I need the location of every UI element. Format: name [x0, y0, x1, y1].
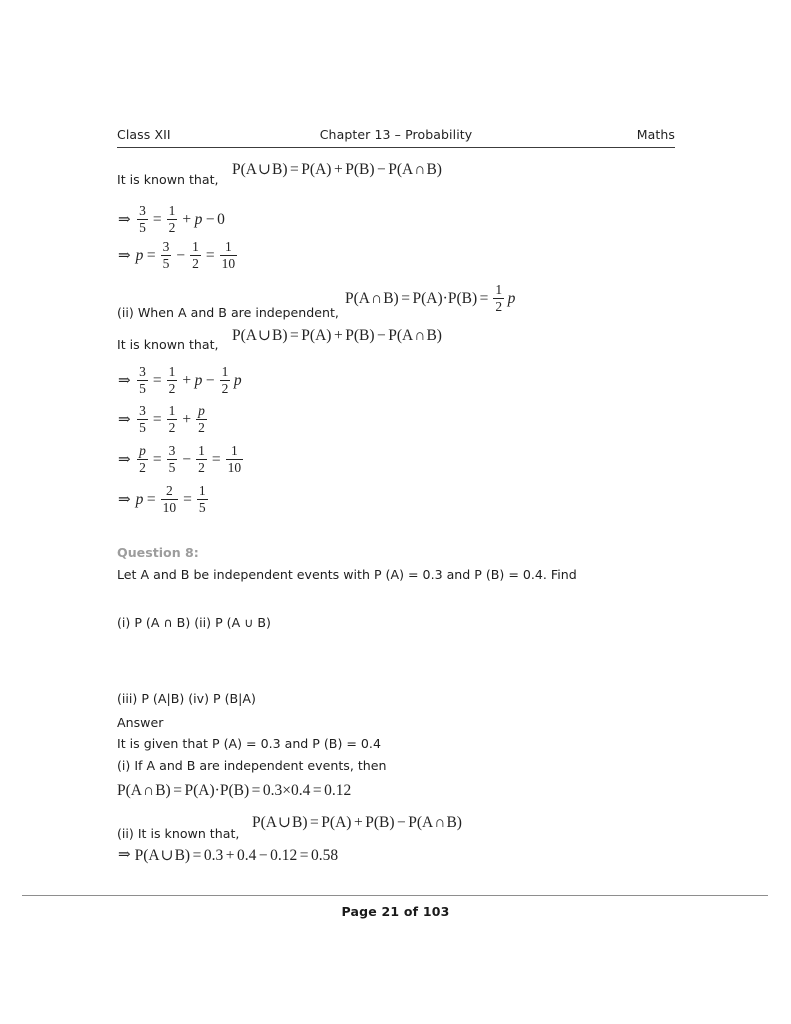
fraction-three-fifths: [137, 204, 148, 236]
footer-divider: [22, 895, 768, 896]
math-token-zero: 0: [217, 211, 225, 229]
math-token-implies: ⇒: [118, 847, 131, 864]
math-token-P: P: [232, 327, 241, 344]
text-it-is-known-that-2: It is known that,: [117, 337, 219, 352]
fraction-numerator: p: [198, 402, 205, 418]
math-token-P: P: [345, 327, 354, 344]
math-token-lparen: (: [193, 782, 199, 799]
math-token-P: P: [408, 814, 417, 831]
math-token-p: p: [135, 491, 144, 509]
fraction-numerator: 1: [230, 442, 238, 458]
math-token-B: B: [155, 782, 166, 799]
math-token-equals: =: [152, 451, 162, 469]
math-token-B: B: [378, 814, 390, 831]
math-token-lparen: (: [329, 814, 336, 831]
equation-step-5: [118, 444, 246, 476]
fraction-denominator: 10: [162, 500, 177, 516]
fraction-numerator: 1: [192, 238, 199, 254]
math-token-B: B: [358, 327, 370, 344]
fraction-one-half: [220, 365, 231, 397]
math-token-implies: ⇒: [118, 491, 131, 508]
math-token-A: A: [265, 814, 277, 831]
question-label: Question 8:: [117, 545, 199, 560]
math-token-A: A: [198, 782, 210, 799]
math-value-0-4: 0.4: [291, 782, 311, 799]
fraction-one-half: [167, 404, 178, 436]
math-token-p: p: [194, 372, 203, 390]
fraction-numerator: 2: [165, 482, 173, 498]
math-value-0-4: 0.4: [236, 847, 257, 864]
fraction-one-half: [493, 283, 504, 315]
math-token-A: A: [402, 327, 414, 344]
math-token-rparen: ): [436, 161, 442, 178]
math-value-0-12: 0.12: [270, 847, 298, 864]
math-token-lparen: (: [353, 327, 359, 344]
equation-step-4: [118, 404, 209, 436]
math-token-equals: =: [310, 814, 319, 831]
fraction-denominator: 10: [227, 460, 242, 476]
math-token-B: B: [461, 290, 472, 308]
math-token-plus: +: [182, 211, 192, 229]
math-token-equals: =: [173, 782, 182, 799]
math-token-intersect: ∩: [434, 814, 446, 831]
math-token-P: P: [252, 814, 261, 831]
math-token-equals: =: [146, 491, 156, 509]
math-token-B: B: [446, 814, 457, 831]
fraction-denominator: 5: [162, 256, 170, 272]
fraction-denominator: 2: [168, 220, 176, 236]
fraction-denominator: 2: [192, 256, 199, 272]
math-token-rparen: ): [456, 814, 462, 831]
equation-union-identity-3: [252, 815, 462, 831]
fraction-denominator: 2: [139, 460, 146, 476]
text-given-values: It is given that P (A) = 0.3 and P (B) = 0.4: [117, 736, 381, 751]
equation-step-3: [118, 365, 243, 397]
math-token-equals: =: [299, 847, 309, 864]
math-token-rparen: ): [184, 847, 191, 864]
math-token-equals: =: [211, 451, 221, 469]
equation-part-i-result: [117, 783, 351, 799]
math-token-rparen: ): [282, 161, 288, 178]
fraction-numerator: 1: [168, 402, 176, 418]
math-token-equals: =: [251, 782, 261, 799]
fraction-one-half: [190, 240, 201, 272]
math-token-equals: =: [152, 372, 162, 390]
math-value-0-3: 0.3: [262, 782, 283, 799]
math-token-p: p: [135, 247, 144, 265]
math-token-equals: =: [479, 290, 489, 308]
math-token-plus: +: [353, 814, 363, 831]
text-part-i-intro: (i) If A and B are independent events, then: [117, 758, 387, 773]
equation-step-1: [118, 204, 225, 236]
math-token-rparen: ): [282, 327, 288, 344]
fraction-numerator: 1: [224, 238, 232, 254]
math-value-0-12: 0.12: [324, 782, 352, 799]
math-token-intersect: ∩: [371, 290, 383, 308]
fraction-denominator: 2: [198, 460, 205, 476]
header-divider: [117, 147, 675, 148]
question-parts-i-ii: (i) P (A ∩ B) (ii) P (A ∪ B): [117, 615, 271, 630]
math-token-minus: −: [377, 327, 386, 344]
math-token-rparen: ): [393, 290, 399, 308]
fraction-numerator: 1: [168, 363, 176, 379]
math-token-lparen: (: [416, 814, 423, 831]
fraction-denominator: 2: [168, 420, 176, 436]
math-token-rparen: ): [326, 327, 332, 344]
fraction-one-tenth: [220, 240, 238, 272]
math-token-A: A: [426, 290, 438, 308]
page-header: [117, 127, 675, 142]
math-token-A: A: [358, 290, 370, 308]
fraction-numerator: 1: [168, 202, 176, 218]
math-token-lparen: (: [396, 161, 403, 178]
equation-part-ii-result: [118, 848, 338, 864]
header-class-label: Class XII: [117, 127, 171, 142]
math-token-P: P: [321, 814, 330, 831]
math-token-intersect: ∩: [143, 782, 155, 799]
math-token-plus: +: [182, 411, 192, 429]
math-token-P: P: [365, 814, 374, 831]
text-when-a-and-b-independent: (ii) When A and B are independent,: [117, 305, 339, 320]
fraction-denominator: 2: [198, 420, 205, 436]
math-token-implies: ⇒: [118, 211, 131, 228]
math-token-A: A: [245, 327, 257, 344]
fraction-one-half: [167, 204, 178, 236]
math-token-union: ∪: [278, 814, 291, 831]
math-token-equals: =: [152, 411, 162, 429]
math-token-B: B: [174, 847, 185, 864]
math-token-p: p: [233, 372, 242, 390]
math-token-equals: =: [205, 247, 215, 265]
fraction-numerator: 1: [198, 442, 205, 458]
math-token-minus: −: [258, 847, 268, 864]
math-token-A: A: [422, 814, 434, 831]
math-token-rparen: ): [302, 814, 308, 831]
math-token-rparen: ): [209, 782, 215, 799]
math-token-P: P: [388, 327, 397, 344]
equation-step-6: [118, 484, 210, 516]
fraction-three-fifths: [137, 404, 148, 436]
math-token-implies: ⇒: [118, 411, 131, 428]
math-token-A: A: [245, 161, 257, 178]
math-value-0-58: 0.58: [310, 847, 339, 864]
math-token-rparen: ): [471, 290, 478, 308]
math-token-P: P: [388, 161, 397, 178]
fraction-numerator: 1: [221, 363, 229, 379]
math-token-B: B: [426, 327, 437, 344]
math-token-lparen: (: [143, 847, 149, 864]
math-token-minus: −: [176, 247, 186, 265]
fraction-three-fifths: [167, 444, 178, 476]
math-token-P: P: [117, 782, 126, 799]
math-token-intersect: ∩: [414, 161, 426, 178]
math-token-B: B: [358, 161, 370, 178]
math-token-A: A: [402, 161, 414, 178]
fraction-one-fifth: [197, 484, 208, 516]
equation-union-identity-1: [232, 162, 442, 178]
math-token-union: ∪: [258, 327, 271, 344]
math-token-lparen: (: [309, 327, 316, 344]
math-token-P: P: [219, 782, 229, 799]
fraction-denominator: 5: [198, 500, 206, 516]
fraction-denominator: 5: [139, 220, 146, 236]
math-token-P: P: [301, 161, 310, 178]
fraction-three-fifths: [161, 240, 172, 272]
math-token-lparen: (: [373, 814, 379, 831]
fraction-numerator: 3: [139, 202, 146, 218]
math-token-rparen: ): [165, 782, 171, 799]
answer-label: Answer: [117, 715, 164, 730]
math-token-P: P: [184, 782, 194, 799]
math-token-B: B: [426, 161, 437, 178]
math-token-equals: =: [146, 247, 156, 265]
math-token-P: P: [232, 161, 241, 178]
fraction-three-fifths: [137, 365, 148, 397]
text-part-ii-intro: (ii) It is known that,: [117, 826, 240, 841]
math-token-rparen: ): [326, 161, 332, 178]
math-token-dot: ·: [214, 782, 220, 799]
math-token-P: P: [345, 161, 354, 178]
math-token-implies: ⇒: [118, 372, 131, 389]
math-token-A: A: [130, 782, 142, 799]
math-value-0-3: 0.3: [203, 847, 224, 864]
math-token-implies: ⇒: [118, 451, 131, 468]
math-token-lparen: (: [353, 161, 359, 178]
math-token-lparen: (: [240, 327, 246, 344]
math-token-plus: +: [333, 327, 343, 344]
math-token-minus: −: [182, 451, 192, 469]
text-it-is-known-that-1: It is known that,: [117, 172, 219, 187]
math-token-equals: =: [401, 290, 410, 308]
fraction-denominator: 2: [168, 381, 176, 397]
math-token-P: P: [134, 847, 144, 864]
equation-step-2: [118, 240, 240, 272]
math-token-rparen: ): [389, 814, 395, 831]
math-token-rparen: ): [436, 327, 442, 344]
math-token-p: p: [194, 211, 203, 229]
fraction-numerator: 3: [139, 402, 146, 418]
math-token-equals: =: [152, 211, 162, 229]
math-token-B: B: [272, 161, 283, 178]
fraction-numerator: 3: [139, 363, 146, 379]
math-token-equals: =: [312, 782, 322, 799]
math-token-times: ×: [282, 782, 291, 799]
math-token-P: P: [447, 290, 457, 308]
math-token-rparen: ): [243, 782, 250, 799]
fraction-numerator: 1: [495, 281, 503, 297]
math-token-p: p: [507, 290, 516, 308]
math-token-equals: =: [290, 327, 299, 344]
equation-union-identity-2: [232, 328, 442, 344]
math-token-equals: =: [183, 491, 192, 509]
math-token-implies: ⇒: [118, 247, 131, 264]
math-token-lparen: (: [421, 290, 427, 308]
question-parts-iii-iv: (iii) P (A|B) (iv) P (B|A): [117, 691, 256, 706]
math-token-P: P: [345, 290, 354, 308]
math-token-rparen: ): [346, 814, 352, 831]
math-token-lparen: (: [309, 161, 316, 178]
math-token-lparen: (: [353, 290, 359, 308]
fraction-numerator: 3: [168, 442, 176, 458]
math-token-plus: +: [333, 161, 343, 178]
math-token-P: P: [412, 290, 422, 308]
fraction-p-over-two: [196, 404, 207, 436]
equation-intersection-half-p: [345, 283, 516, 315]
math-token-A: A: [148, 847, 160, 864]
math-token-B: B: [292, 814, 303, 831]
math-token-minus: −: [205, 211, 215, 229]
math-token-A: A: [315, 327, 327, 344]
question-statement: Let A and B be independent events with P (A) = 0.3 and P (B) = 0.4. Find: [117, 567, 577, 582]
math-token-lparen: (: [125, 782, 131, 799]
header-chapter-title: Chapter 13 – Probability: [319, 127, 473, 142]
math-token-minus: −: [377, 161, 386, 178]
fraction-numerator: 3: [162, 238, 170, 254]
math-token-B: B: [272, 327, 283, 344]
fraction-numerator: p: [139, 442, 146, 458]
math-token-lparen: (: [456, 290, 462, 308]
fraction-denominator: 5: [139, 420, 146, 436]
math-token-lparen: (: [260, 814, 266, 831]
math-token-equals: =: [192, 847, 202, 864]
fraction-one-half: [196, 444, 207, 476]
math-token-minus: −: [397, 814, 406, 831]
math-token-B: B: [233, 782, 244, 799]
math-token-lparen: (: [228, 782, 234, 799]
fraction-two-tenths: [161, 484, 179, 516]
fraction-one-half: [167, 365, 178, 397]
math-token-rparen: ): [369, 161, 375, 178]
fraction-denominator: 5: [168, 460, 176, 476]
math-token-plus: +: [182, 372, 192, 390]
math-token-rparen: ): [437, 290, 443, 308]
fraction-denominator: 2: [221, 381, 229, 397]
math-token-B: B: [383, 290, 394, 308]
fraction-p-over-two: [137, 444, 148, 476]
fraction-one-tenth: [226, 444, 244, 476]
math-token-intersect: ∩: [414, 327, 426, 344]
math-token-A: A: [315, 161, 327, 178]
page-number-label: Page 21 of 103: [341, 904, 450, 919]
fraction-numerator: 1: [198, 482, 206, 498]
header-subject-label: Maths: [636, 127, 675, 142]
math-token-union: ∪: [160, 847, 174, 864]
fraction-denominator: 10: [221, 256, 236, 272]
math-token-lparen: (: [396, 327, 403, 344]
math-token-dot: ·: [442, 290, 448, 308]
math-token-A: A: [335, 814, 347, 831]
math-token-union: ∪: [258, 161, 271, 178]
math-token-P: P: [301, 327, 310, 344]
math-token-rparen: ): [369, 327, 375, 344]
math-token-lparen: (: [240, 161, 246, 178]
fraction-denominator: 2: [495, 299, 503, 315]
math-token-minus: −: [205, 372, 215, 390]
math-token-plus: +: [225, 847, 235, 864]
fraction-denominator: 5: [139, 381, 146, 397]
math-token-equals: =: [290, 161, 299, 178]
